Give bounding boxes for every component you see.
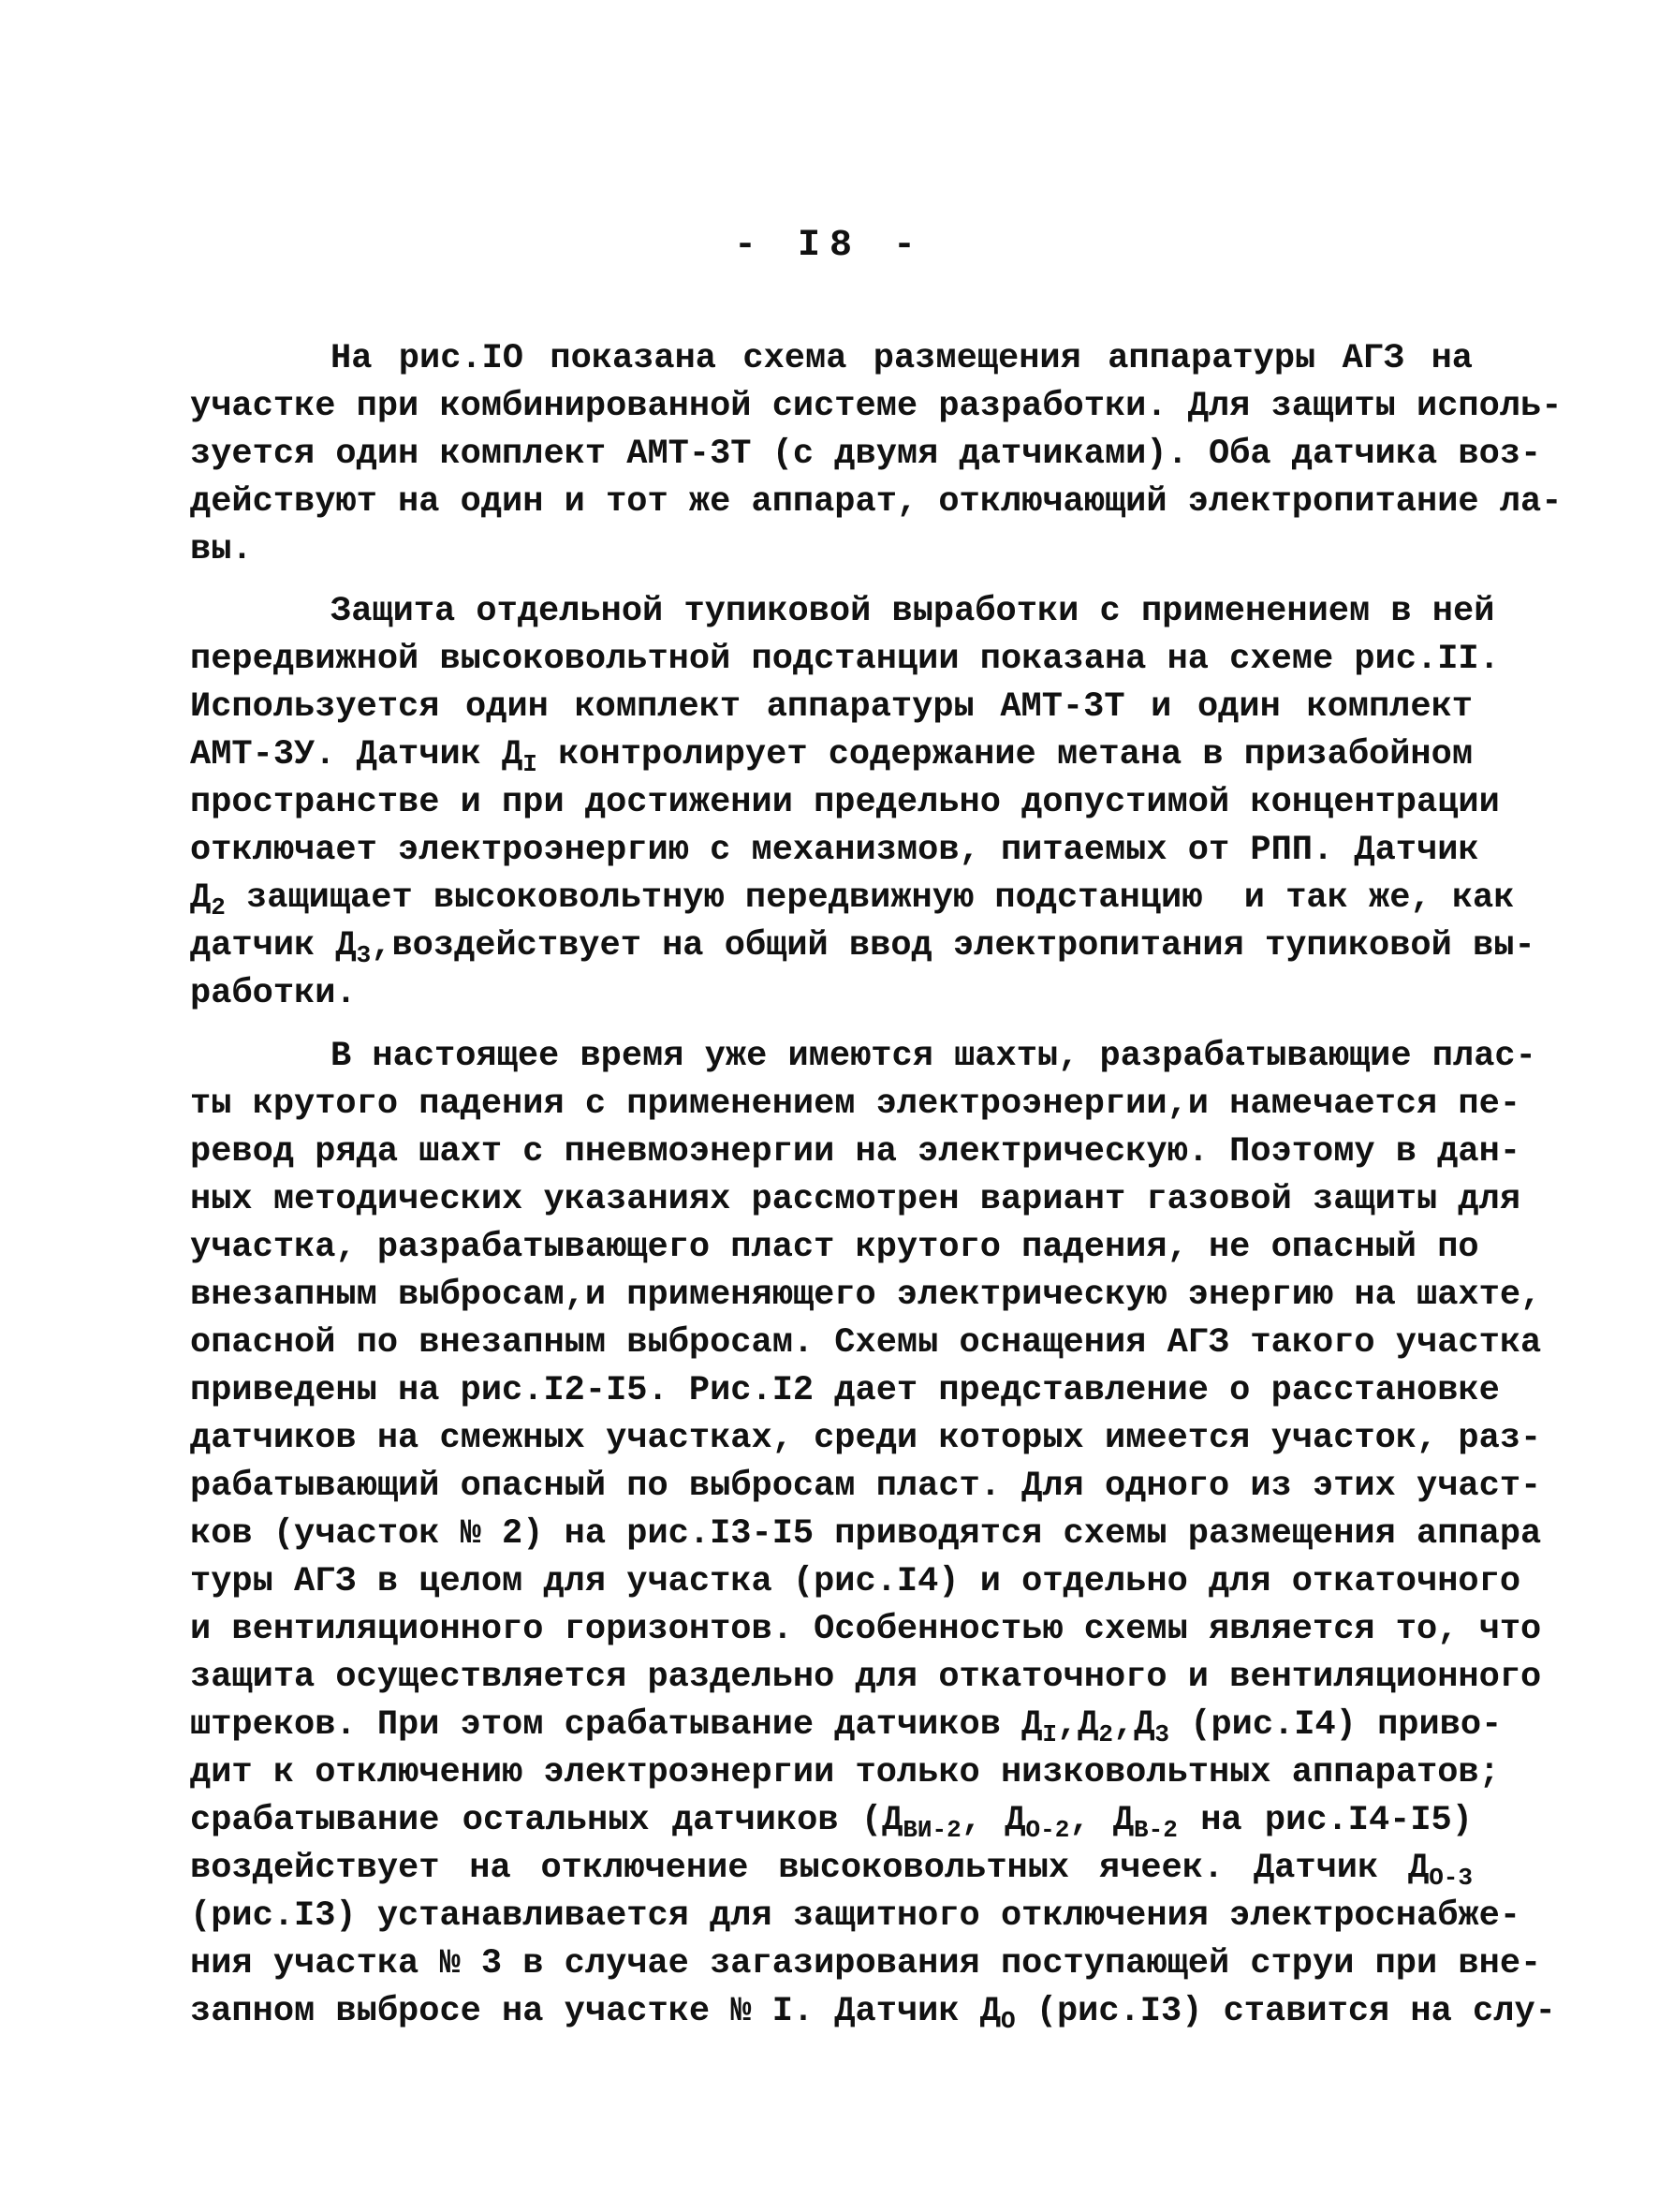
text-segment: ,Д [1113,1705,1155,1745]
text-line [190,1845,1473,1893]
subscript: I [522,750,537,778]
text-segment: рабатывающий опасный по выбросам пласт. Для одного из этих участ- [190,1467,1542,1506]
text-line [190,1988,1556,2036]
text-line [190,875,1515,922]
page-number: - I8 - [733,225,926,267]
text-line [190,431,1542,479]
text-segment: вы. [190,530,253,569]
text-segment: действуют на один и тот же аппарат, отключающий электропитание ла- [190,482,1563,522]
subscript: 3 [1154,1720,1170,1748]
text-line [190,1224,1479,1272]
text-line [190,970,1473,1018]
text-segment: , Д [1069,1801,1135,1840]
text-segment: пространстве и при достижении предельно допустимой концентрации [190,783,1500,822]
text-segment: (рис.I4) приво- [1169,1705,1503,1745]
text-segment: участке при комбинированной системе разработки. Для защиты исполь- [190,387,1563,426]
text-line [190,1797,1473,1845]
text-line [190,922,1535,970]
text-segment: защищает высоковольтную передвижную подстанцию и так же, как [225,878,1515,918]
subscript: 3 [356,941,372,969]
text-segment: опасной по внезапным выбросам. Схемы оснащения АГЗ такого участка [190,1323,1542,1363]
subscript: I [1042,1720,1057,1748]
text-segment: ты крутого падения с применением электроэнергии,и намечается пе- [190,1084,1521,1124]
text-segment: штреков. При этом срабатывание датчиков Д [190,1705,1043,1745]
text-segment: ков (участок № 2) на рис.I3-I5 приводятся схемы размещения аппара [190,1514,1542,1554]
text-line [190,684,1473,731]
text-segment: ния участка № 3 в случае загазирования поступающей струи при вне- [190,1944,1542,1983]
text-segment: АМТ-3У. Датчик Д [190,735,523,774]
text-segment: В настоящее время уже имеются шахты, разрабатывающие плас- [330,1037,1536,1076]
text-segment: ных методических указаниях рассмотрен вариант газовой защиты для [190,1180,1521,1219]
subscript: 2 [1098,1720,1113,1748]
subscript: 2 [211,893,226,922]
text-segment: Используется один комплект аппаратуры АМТ-3Т и один комплект [190,687,1473,727]
subscript: О-3 [1429,1864,1473,1892]
text-segment: Д [190,878,212,918]
text-segment: защита осуществляется раздельно для откаточного и вентиляционного [190,1658,1542,1697]
text-line [190,1272,1542,1320]
text-line [190,1463,1542,1511]
paragraph-3 [190,1033,1556,2036]
subscript: О [1000,2007,1016,2035]
text-line [190,1367,1500,1415]
text-segment: участка, разрабатывающего пласт крутого падения, не опасный по [190,1228,1479,1267]
text-line [190,827,1479,875]
text-segment: Защита отдельной тупиковой выработки с применением в ней [330,592,1495,631]
text-line [190,1033,1536,1081]
text-line [190,1511,1542,1558]
text-line [190,1606,1542,1654]
subscript: О-2 [1025,1816,1070,1844]
text-line [190,1320,1542,1367]
text-line [190,1654,1542,1702]
text-segment: , Д [961,1801,1026,1840]
text-line [190,1702,1503,1749]
text-segment: ,воздействует на общий ввод электропитания тупиковой вы- [371,926,1535,966]
text-segment: запном выбросе на участке № I. Датчик Д [190,1992,1001,2031]
text-segment: датчик Д [190,926,357,966]
paragraph-1 [190,335,1563,574]
text-segment: воздействует на отключение высоковольтных ячеек. Датчик Д [190,1849,1430,1888]
text-segment: На рис.IO показана схема размещения аппаратуры АГЗ на [330,339,1473,378]
text-line [190,335,1473,383]
text-segment: ревод ряда шахт с пневмоэнергии на электрическую. Поэтому в дан- [190,1132,1521,1172]
text-line [190,1128,1521,1176]
text-segment: приведены на рис.I2-I5. Рис.I2 дает представление о расстановке [190,1371,1500,1410]
text-line [190,636,1500,684]
subscript: ВИ-2 [903,1816,962,1844]
text-segment: передвижной высоковольтной подстанции показана на схеме рис.II. [190,640,1500,679]
text-line [190,479,1563,526]
text-segment: (рис.I3) ставится на слу- [1015,1992,1556,2031]
text-segment: ,Д [1056,1705,1099,1745]
text-line [190,1415,1542,1463]
subscript: В-2 [1134,1816,1178,1844]
text-segment: срабатывание остальных датчиков (Д [190,1801,903,1840]
text-segment: отключает электроэнергию с механизмов, питаемых от РПП. Датчик [190,831,1479,870]
text-line [190,383,1563,431]
text-line [190,526,1473,574]
text-segment: дит к отключению электроэнергии только низковольтных аппаратов; [190,1753,1500,1792]
text-segment: туры АГЗ в целом для участка (рис.I4) и отдельно для откаточного [190,1562,1521,1601]
text-segment: на рис.I4-I5) [1177,1801,1473,1840]
text-line [190,1081,1521,1128]
text-segment: внезапным выбросам,и применяющего электрическую энергию на шахте, [190,1276,1542,1315]
text-line [190,779,1500,827]
text-segment: работки. [190,974,357,1013]
paragraph-2 [190,588,1535,1018]
text-line [190,588,1495,636]
text-segment: контролирует содержание метана в призабойном [536,735,1474,774]
text-line [190,1749,1500,1797]
text-segment: датчиков на смежных участках, среди которых имеется участок, раз- [190,1419,1542,1458]
text-line [190,1558,1521,1606]
text-line [190,1176,1521,1224]
text-segment: зуется один комплект АМТ-3Т (с двумя датчиками). Оба датчика воз- [190,435,1542,474]
text-segment: и вентиляционного горизонтов. Особенностью схемы является то, что [190,1610,1542,1649]
text-line [190,1893,1521,1940]
text-segment: (рис.I3) устанавливается для защитного отключения электроснабже- [190,1896,1521,1936]
text-line [190,731,1473,779]
text-line [190,1940,1542,1988]
